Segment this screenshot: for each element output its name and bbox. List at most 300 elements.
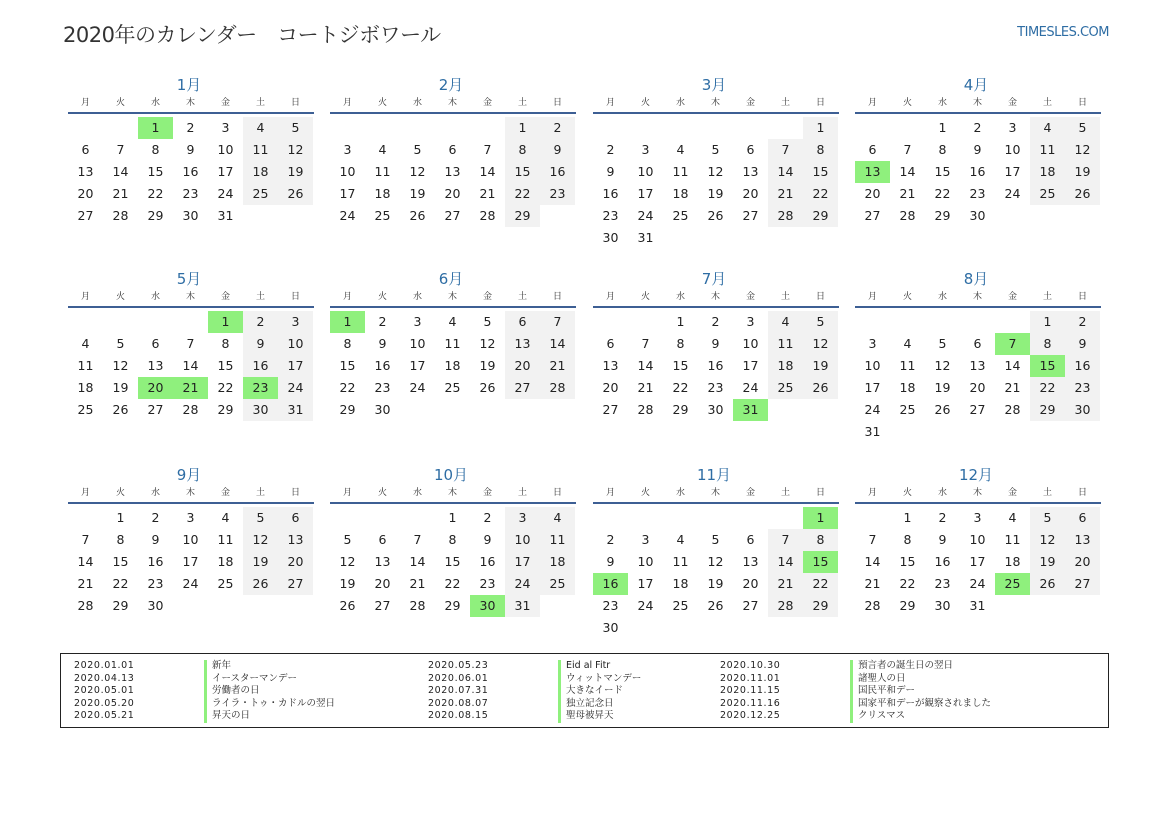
day-cell: 7 — [768, 529, 803, 551]
day-cell: 21 — [1004, 380, 1021, 395]
day-cell: 3 — [868, 336, 877, 351]
holiday-day-cell: 20 — [138, 377, 173, 399]
day-cell: 25 — [899, 402, 916, 417]
weekday-label: 日 — [815, 292, 825, 302]
day-cell: 10 — [217, 142, 234, 157]
holiday-name: 新年 — [204, 660, 231, 673]
holiday-row — [428, 660, 718, 673]
holiday-day-cell: 1 — [803, 507, 838, 529]
weekday-label: 木 — [447, 98, 457, 108]
day-cell: 12 — [934, 358, 951, 373]
holiday-date: 2020.08.15 — [428, 710, 489, 721]
day-cell: 4 — [676, 532, 685, 547]
day-cell: 28 — [540, 377, 575, 399]
day-cell: 15 — [112, 554, 129, 569]
day-cell: 22 — [339, 380, 356, 395]
month-1 — [68, 74, 314, 227]
day-cell: 2 — [151, 510, 160, 525]
day-cell: 16 — [374, 358, 391, 373]
empty-cell — [663, 117, 698, 139]
day-cell: 11 — [1004, 532, 1021, 547]
weekday-label: 土 — [517, 98, 527, 108]
day-grid — [593, 507, 839, 639]
day-cell: 22 — [1030, 377, 1065, 399]
day-cell: 4 — [676, 142, 685, 157]
holiday-name: 昇天の日 — [204, 710, 250, 723]
day-cell: 3 — [343, 142, 352, 157]
day-cell: 26 — [243, 573, 278, 595]
day-cell: 17 — [505, 551, 540, 573]
day-cell: 20 — [742, 186, 759, 201]
day-cell: 10 — [637, 554, 654, 569]
day-cell: 16 — [1065, 355, 1100, 377]
weekday-label: 月 — [605, 488, 615, 498]
day-cell: 16 — [479, 554, 496, 569]
weekday-label: 土 — [517, 292, 527, 302]
holiday-name: 国家平和デーが観察されました — [850, 698, 991, 711]
holiday-name: 諸聖人の日 — [850, 673, 906, 686]
day-cell: 28 — [112, 208, 129, 223]
weekday-label: 日 — [1077, 292, 1087, 302]
weekday-label: 土 — [255, 488, 265, 498]
day-cell: 10 — [182, 532, 199, 547]
day-cell: 8 — [448, 532, 457, 547]
day-cell: 3 — [641, 142, 650, 157]
day-cell: 26 — [1065, 183, 1100, 205]
day-grid — [68, 311, 314, 421]
day-cell: 23 — [374, 380, 391, 395]
holiday-column — [74, 660, 414, 723]
holiday-row — [74, 673, 414, 686]
day-cell: 6 — [746, 532, 755, 547]
day-cell: 19 — [479, 358, 496, 373]
month-6 — [330, 268, 576, 421]
day-cell: 8 — [505, 139, 540, 161]
day-cell: 2 — [606, 142, 615, 157]
weekday-label: 土 — [255, 98, 265, 108]
weekday-label: 土 — [1042, 98, 1052, 108]
day-grid — [68, 117, 314, 227]
day-cell: 9 — [186, 142, 195, 157]
weekday-label: 木 — [447, 292, 457, 302]
weekday-label: 土 — [1042, 292, 1052, 302]
day-cell: 4 — [81, 336, 90, 351]
day-cell: 22 — [803, 183, 838, 205]
day-cell: 9 — [243, 333, 278, 355]
month-name: 12月 — [958, 466, 994, 484]
day-cell: 7 — [868, 532, 877, 547]
holiday-row — [720, 710, 1100, 723]
day-cell: 10 — [409, 336, 426, 351]
day-cell: 9 — [711, 336, 720, 351]
holiday-row — [720, 673, 1100, 686]
weekday-label: 水 — [412, 488, 422, 498]
day-cell: 27 — [969, 402, 986, 417]
empty-cell — [138, 311, 173, 333]
holiday-row — [428, 710, 718, 723]
holiday-name: 独立記念日 — [558, 698, 614, 711]
day-cell: 2 — [973, 120, 982, 135]
day-cell: 23 — [602, 598, 619, 613]
day-cell: 9 — [606, 164, 615, 179]
day-cell: 19 — [409, 186, 426, 201]
holiday-row — [720, 698, 1100, 711]
day-cell: 7 — [641, 336, 650, 351]
weekday-label: 木 — [447, 488, 457, 498]
day-cell: 24 — [1004, 186, 1021, 201]
empty-cell — [628, 117, 663, 139]
day-cell: 9 — [483, 532, 492, 547]
day-cell: 30 — [1065, 399, 1100, 421]
day-cell: 20 — [864, 186, 881, 201]
day-cell: 22 — [505, 183, 540, 205]
weekday-header — [330, 96, 576, 114]
holiday-row — [720, 660, 1100, 673]
day-cell: 22 — [803, 573, 838, 595]
day-cell: 14 — [864, 554, 881, 569]
day-cell: 24 — [742, 380, 759, 395]
day-cell: 26 — [934, 402, 951, 417]
day-cell: 12 — [479, 336, 496, 351]
day-cell: 15 — [505, 161, 540, 183]
day-cell: 21 — [540, 355, 575, 377]
day-cell: 23 — [540, 183, 575, 205]
day-cell: 27 — [444, 208, 461, 223]
weekday-label: 金 — [220, 488, 230, 498]
day-cell: 5 — [278, 117, 313, 139]
day-cell: 27 — [505, 377, 540, 399]
day-cell: 22 — [444, 576, 461, 591]
weekday-label: 水 — [150, 488, 160, 498]
day-grid — [593, 117, 839, 249]
day-cell: 2 — [938, 510, 947, 525]
day-cell: 20 — [742, 576, 759, 591]
holiday-date: 2020.07.31 — [428, 685, 489, 696]
day-cell: 15 — [444, 554, 461, 569]
day-cell: 8 — [938, 142, 947, 157]
site-link[interactable]: TIMESLES.COM — [1017, 25, 1109, 40]
day-cell: 12 — [339, 554, 356, 569]
day-cell: 14 — [409, 554, 426, 569]
day-cell: 11 — [77, 358, 94, 373]
day-cell: 16 — [969, 164, 986, 179]
day-cell: 16 — [707, 358, 724, 373]
holiday-day-cell: 7 — [995, 333, 1030, 355]
day-cell: 9 — [606, 554, 615, 569]
day-cell: 26 — [707, 598, 724, 613]
holiday-day-cell: 30 — [470, 595, 505, 617]
day-cell: 25 — [77, 402, 94, 417]
holiday-date: 2020.08.07 — [428, 697, 489, 709]
holiday-date: 2020.11.16 — [720, 697, 781, 709]
day-cell: 13 — [742, 164, 759, 179]
day-cell: 3 — [413, 314, 422, 329]
day-cell: 12 — [409, 164, 426, 179]
day-cell: 2 — [378, 314, 387, 329]
empty-cell — [68, 117, 103, 139]
holiday-date: 2020.05.23 — [428, 660, 489, 671]
weekday-label: 木 — [710, 488, 720, 498]
day-cell: 30 — [147, 598, 164, 613]
empty-cell — [470, 117, 505, 139]
empty-cell — [733, 507, 768, 529]
day-cell: 7 — [116, 142, 125, 157]
weekday-label: 日 — [552, 292, 562, 302]
day-cell: 20 — [1065, 551, 1100, 573]
day-cell: 31 — [278, 399, 313, 421]
holiday-name: 労働者の日 — [204, 685, 260, 698]
day-cell: 31 — [969, 598, 986, 613]
day-cell: 28 — [479, 208, 496, 223]
weekday-header — [855, 96, 1101, 114]
month-name: 5月 — [176, 270, 202, 288]
day-cell: 14 — [540, 333, 575, 355]
weekday-label: 日 — [290, 488, 300, 498]
weekday-label: 日 — [815, 488, 825, 498]
weekday-label: 月 — [605, 292, 615, 302]
month-name: 10月 — [433, 466, 469, 484]
day-cell: 26 — [409, 208, 426, 223]
day-cell: 10 — [864, 358, 881, 373]
weekday-label: 日 — [1077, 488, 1087, 498]
weekday-label: 月 — [342, 98, 352, 108]
day-cell: 30 — [707, 402, 724, 417]
holiday-name: ライラ・トゥ・カドルの翌日 — [204, 698, 335, 711]
day-cell: 30 — [243, 399, 278, 421]
weekday-label: 月 — [80, 292, 90, 302]
weekday-label: 火 — [902, 488, 912, 498]
day-cell: 13 — [505, 333, 540, 355]
day-cell: 19 — [707, 186, 724, 201]
weekday-label: 木 — [972, 98, 982, 108]
day-cell: 31 — [217, 208, 234, 223]
weekday-label: 土 — [517, 488, 527, 498]
day-cell: 19 — [112, 380, 129, 395]
holiday-row — [428, 685, 718, 698]
day-cell: 29 — [444, 598, 461, 613]
day-cell: 5 — [1030, 507, 1065, 529]
day-cell: 9 — [540, 139, 575, 161]
day-cell: 8 — [221, 336, 230, 351]
holiday-name: ウィットマンデー — [558, 673, 641, 686]
holiday-date: 2020.05.01 — [74, 685, 135, 696]
holiday-name: イースターマンデー — [204, 673, 297, 686]
day-cell: 26 — [112, 402, 129, 417]
holiday-date: 2020.11.01 — [720, 672, 781, 684]
day-cell: 7 — [81, 532, 90, 547]
weekday-label: 月 — [80, 98, 90, 108]
day-cell: 17 — [1004, 164, 1021, 179]
day-cell: 8 — [343, 336, 352, 351]
month-10 — [330, 464, 576, 617]
weekday-label: 水 — [150, 98, 160, 108]
holiday-name: 聖母被昇天 — [558, 710, 614, 723]
weekday-header — [68, 96, 314, 114]
day-cell: 10 — [637, 164, 654, 179]
day-cell: 23 — [479, 576, 496, 591]
day-cell: 6 — [973, 336, 982, 351]
day-cell: 22 — [147, 186, 164, 201]
weekday-label: 火 — [640, 98, 650, 108]
holiday-date: 2020.04.13 — [74, 672, 135, 684]
day-cell: 1 — [676, 314, 685, 329]
day-grid — [855, 507, 1101, 617]
holiday-day-cell: 31 — [733, 399, 768, 421]
day-cell: 13 — [147, 358, 164, 373]
day-cell: 13 — [278, 529, 313, 551]
day-cell: 25 — [374, 208, 391, 223]
day-cell: 5 — [711, 532, 720, 547]
weekday-header — [330, 486, 576, 504]
day-cell: 20 — [77, 186, 94, 201]
day-cell: 3 — [278, 311, 313, 333]
month-name: 11月 — [696, 466, 732, 484]
empty-cell — [698, 117, 733, 139]
day-cell: 28 — [768, 595, 803, 617]
day-cell: 25 — [672, 598, 689, 613]
day-cell: 11 — [672, 554, 689, 569]
day-cell: 29 — [899, 598, 916, 613]
day-cell: 20 — [278, 551, 313, 573]
weekday-label: 火 — [902, 98, 912, 108]
day-cell: 9 — [151, 532, 160, 547]
day-cell: 25 — [217, 576, 234, 591]
weekday-label: 水 — [937, 98, 947, 108]
day-cell: 27 — [1065, 573, 1100, 595]
weekday-label: 水 — [412, 292, 422, 302]
empty-cell — [768, 117, 803, 139]
holiday-date: 2020.10.30 — [720, 660, 781, 671]
holiday-day-cell: 15 — [1030, 355, 1065, 377]
holiday-day-cell: 13 — [855, 161, 890, 183]
day-cell: 18 — [444, 358, 461, 373]
day-cell: 8 — [151, 142, 160, 157]
weekday-label: 土 — [255, 292, 265, 302]
day-cell: 18 — [768, 355, 803, 377]
day-cell: 12 — [112, 358, 129, 373]
empty-cell — [855, 507, 890, 529]
day-cell: 2 — [243, 311, 278, 333]
day-cell: 30 — [969, 208, 986, 223]
holiday-day-cell: 23 — [243, 377, 278, 399]
weekday-label: 木 — [710, 98, 720, 108]
day-cell: 27 — [147, 402, 164, 417]
day-cell: 1 — [116, 510, 125, 525]
day-cell: 8 — [903, 532, 912, 547]
empty-cell — [330, 507, 365, 529]
day-cell: 6 — [868, 142, 877, 157]
weekday-label: 木 — [972, 292, 982, 302]
day-cell: 22 — [934, 186, 951, 201]
holiday-day-cell: 15 — [803, 551, 838, 573]
day-cell: 22 — [899, 576, 916, 591]
day-cell: 22 — [217, 380, 234, 395]
day-cell: 26 — [707, 208, 724, 223]
month-name: 7月 — [701, 270, 727, 288]
day-cell: 13 — [77, 164, 94, 179]
day-cell: 2 — [606, 532, 615, 547]
weekday-label: 金 — [220, 292, 230, 302]
day-cell: 19 — [803, 355, 838, 377]
day-cell: 26 — [278, 183, 313, 205]
day-cell: 19 — [707, 576, 724, 591]
day-cell: 27 — [742, 208, 759, 223]
day-cell: 5 — [711, 142, 720, 157]
weekday-label: 金 — [482, 488, 492, 498]
day-cell: 11 — [540, 529, 575, 551]
day-cell: 14 — [479, 164, 496, 179]
month-name: 6月 — [438, 270, 464, 288]
empty-cell — [925, 311, 960, 333]
empty-cell — [855, 311, 890, 333]
day-cell: 5 — [343, 532, 352, 547]
day-cell: 8 — [1030, 333, 1065, 355]
weekday-label: 火 — [115, 488, 125, 498]
day-cell: 6 — [378, 532, 387, 547]
holiday-day-cell: 1 — [330, 311, 365, 333]
day-cell: 10 — [505, 529, 540, 551]
day-cell: 18 — [672, 576, 689, 591]
day-cell: 12 — [707, 554, 724, 569]
day-cell: 20 — [374, 576, 391, 591]
day-cell: 12 — [803, 333, 838, 355]
day-cell: 13 — [374, 554, 391, 569]
day-cell: 7 — [903, 142, 912, 157]
day-cell: 26 — [803, 377, 838, 399]
day-cell: 30 — [602, 230, 619, 245]
day-cell: 10 — [278, 333, 313, 355]
holiday-day-cell: 21 — [173, 377, 208, 399]
day-cell: 1 — [938, 120, 947, 135]
day-cell: 10 — [742, 336, 759, 351]
day-cell: 19 — [1030, 551, 1065, 573]
holiday-list — [60, 653, 1109, 728]
empty-cell — [768, 507, 803, 529]
day-cell: 13 — [969, 358, 986, 373]
month-5 — [68, 268, 314, 421]
day-cell: 8 — [803, 139, 838, 161]
day-cell: 18 — [1004, 554, 1021, 569]
day-cell: 3 — [505, 507, 540, 529]
day-cell: 24 — [278, 377, 313, 399]
day-cell: 19 — [243, 551, 278, 573]
day-cell: 1 — [505, 117, 540, 139]
holiday-day-cell: 1 — [138, 117, 173, 139]
day-cell: 5 — [1065, 117, 1100, 139]
day-cell: 4 — [768, 311, 803, 333]
day-cell: 3 — [186, 510, 195, 525]
holiday-date: 2020.05.20 — [74, 697, 135, 709]
day-cell: 19 — [278, 161, 313, 183]
weekday-label: 月 — [867, 98, 877, 108]
day-cell: 25 — [444, 380, 461, 395]
day-cell: 8 — [676, 336, 685, 351]
empty-cell — [628, 507, 663, 529]
day-cell: 15 — [934, 164, 951, 179]
day-cell: 14 — [112, 164, 129, 179]
holiday-name: 国民平和デー — [850, 685, 915, 698]
day-cell: 22 — [672, 380, 689, 395]
weekday-label: 土 — [1042, 488, 1052, 498]
weekday-label: 月 — [867, 488, 877, 498]
day-cell: 30 — [934, 598, 951, 613]
day-cell: 11 — [1030, 139, 1065, 161]
day-cell: 17 — [278, 355, 313, 377]
weekday-label: 金 — [1007, 98, 1017, 108]
day-cell: 18 — [374, 186, 391, 201]
day-cell: 24 — [637, 208, 654, 223]
day-cell: 23 — [969, 186, 986, 201]
